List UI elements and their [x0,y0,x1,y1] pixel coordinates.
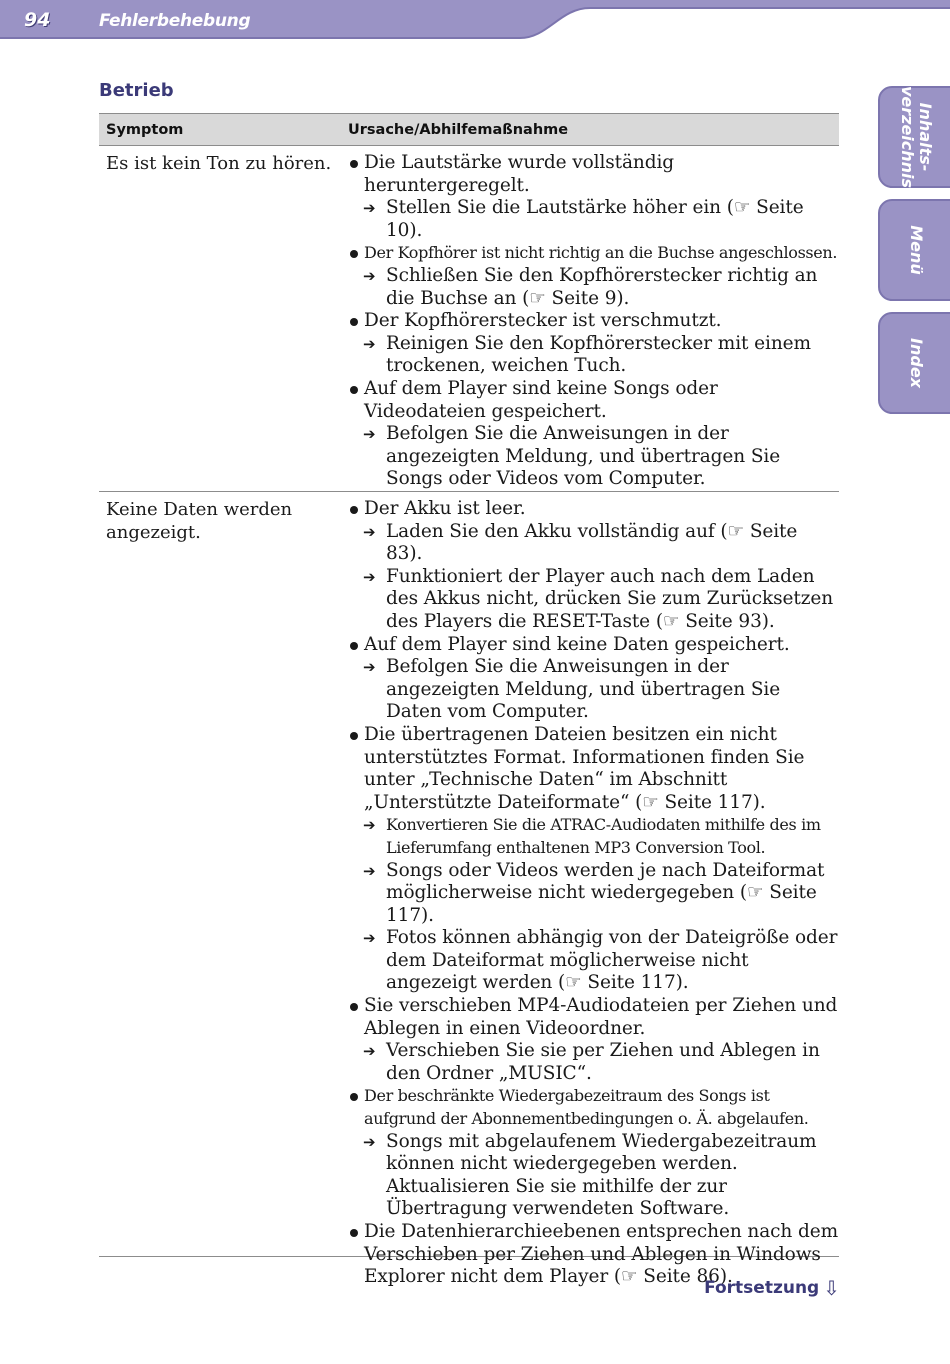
tab-menu[interactable] [878,199,950,301]
continued-label: Fortsetzung [704,1278,820,1298]
arrow-right-icon: ➔ [363,816,376,835]
arrow-right-icon: ➔ [363,266,376,285]
cause-item [348,1085,839,1130]
remedy-item [348,566,839,634]
continued-link[interactable] [704,1276,840,1300]
down-arrow-icon: ⇩ [823,1276,840,1300]
item-text: Verschieben Sie sie per Ziehen und Ablegen in den Ordner „MUSIC“. [386,1040,820,1084]
item-text: Befolgen Sie die Anweisungen in der angezeigten Meldung, und übertragen Sie Daten vom Computer. [386,656,781,723]
cause-item [348,995,839,1040]
remedy-item [348,265,839,310]
cause-item [348,498,839,521]
tab-toc-label: Inhalts- verzeichnis [898,85,935,189]
arrow-right-icon: ➔ [363,199,376,218]
cause-item [348,724,839,814]
item-text: Funktioniert der Player auch nach dem Laden des Akkus nicht, drücken Sie zum Zurücksetzen des Players die RESET-Taste (☞ Seite 93). [386,565,834,632]
tab-table-of-contents[interactable] [878,86,950,188]
tab-index-label: Index [907,338,926,388]
table-header [99,113,839,146]
remedy-item [348,423,839,491]
column-header-cause: Ursache/Abhilfemaßnahme [348,121,569,138]
item-text: Songs oder Videos werden je nach Dateiformat möglicherweise nicht wiedergegeben (☞ Seite 117). [386,859,825,926]
cause-item [348,634,839,657]
item-text: Die übertragenen Dateien besitzen ein nicht unterstütztes Format. Informationen finden Sie unter „Technische Daten“ im Abschnitt „Unterstützte Dateiformate“ (☞ Seite 117). [364,723,805,813]
item-text: Befolgen Sie die Anweisungen in der angezeigten Meldung, und übertragen Sie Songs oder Videos vom Computer. [386,423,781,490]
arrow-right-icon: ➔ [363,522,376,541]
item-text: Der Kopfhörerstecker ist verschmutzt. [364,310,722,332]
arrow-right-icon: ➔ [363,425,376,444]
header-band [0,0,950,40]
arrow-right-icon: ➔ [363,861,376,880]
cause-item [348,152,839,197]
arrow-right-icon: ➔ [363,1132,376,1151]
remedy-item [348,927,839,995]
section-title: Fehlerbehebung [99,11,251,31]
remedy-item [348,1131,839,1221]
column-header-symptom: Symptom [106,121,184,138]
cause-cell [348,146,839,491]
item-text: Die Lautstärke wurde vollständig heruntergeregelt. [364,152,675,196]
section-heading: Betrieb [99,80,174,101]
symptom-cell: Es ist kein Ton zu hören. [106,153,332,174]
item-text: Auf dem Player sind keine Daten gespeichert. [364,633,790,655]
cause-item [348,242,839,265]
item-text: Songs mit abgelaufenem Wiedergabezeitraum können nicht wiedergegeben werden. Aktualisieren Sie sie mithilfe der zur Übertragung verwendeten Software. [386,1130,817,1220]
cause-item [348,378,839,423]
item-text: Laden Sie den Akku vollständig auf (☞ Seite 83). [386,520,798,565]
table-row [99,146,839,492]
arrow-right-icon: ➔ [363,929,376,948]
remedy-item [348,197,839,242]
remedy-item [348,1040,839,1085]
tab-index[interactable] [878,312,950,414]
item-text: Stellen Sie die Lautstärke höher ein (☞ Seite 10). [386,197,804,241]
item-text: Sie verschieben MP4-Audiodateien per Ziehen und Ablegen in einen Videoordner. [364,995,838,1039]
remedy-item [348,656,839,724]
item-text: Der Akku ist leer. [364,498,526,519]
remedy-item [348,521,839,566]
item-text: Die Datenhierarchieebenen entsprechen nach dem Verschieben per Ziehen und Ablegen in Windows Explorer nicht dem Player (☞ Seite 86). [364,1221,839,1288]
arrow-right-icon: ➔ [363,658,376,677]
arrow-right-icon: ➔ [363,567,376,586]
remedy-item [348,814,839,859]
cause-item [348,310,839,333]
page-number: 94 [24,9,51,31]
item-text: Konvertieren Sie die ATRAC-Audiodaten mithilfe des im Lieferumfang enthaltenen MP3 Conversion Tool. [386,815,821,857]
item-text: Reinigen Sie den Kopfhörerstecker mit einem trockenen, weichen Tuch. [386,332,811,377]
item-text: Der Kopfhörer ist nicht richtig an die Buchse angeschlossen. [364,243,838,263]
remedy-item [348,333,839,378]
arrow-right-icon: ➔ [363,334,376,353]
item-text: Der beschränkte Wiedergabezeitraum des Songs ist aufgrund der Abonnementbedingungen o. Ä. abgelaufen. [364,1086,809,1129]
remedy-item [348,860,839,928]
item-text: Schließen Sie den Kopfhörerstecker richtig an die Buchse an (☞ Seite 9). [386,264,818,309]
arrow-right-icon: ➔ [363,1042,376,1061]
symptom-cell: Keine Daten werden angezeigt. [106,499,293,543]
item-text: Fotos können abhängig von der Dateigröße oder dem Dateiformat möglicherweise nicht angezeigt werden (☞ Seite 117). [386,927,838,994]
item-text: Auf dem Player sind keine Songs oder Videodateien gespeichert. [364,377,718,422]
tab-menu-label: Menü [907,225,926,275]
